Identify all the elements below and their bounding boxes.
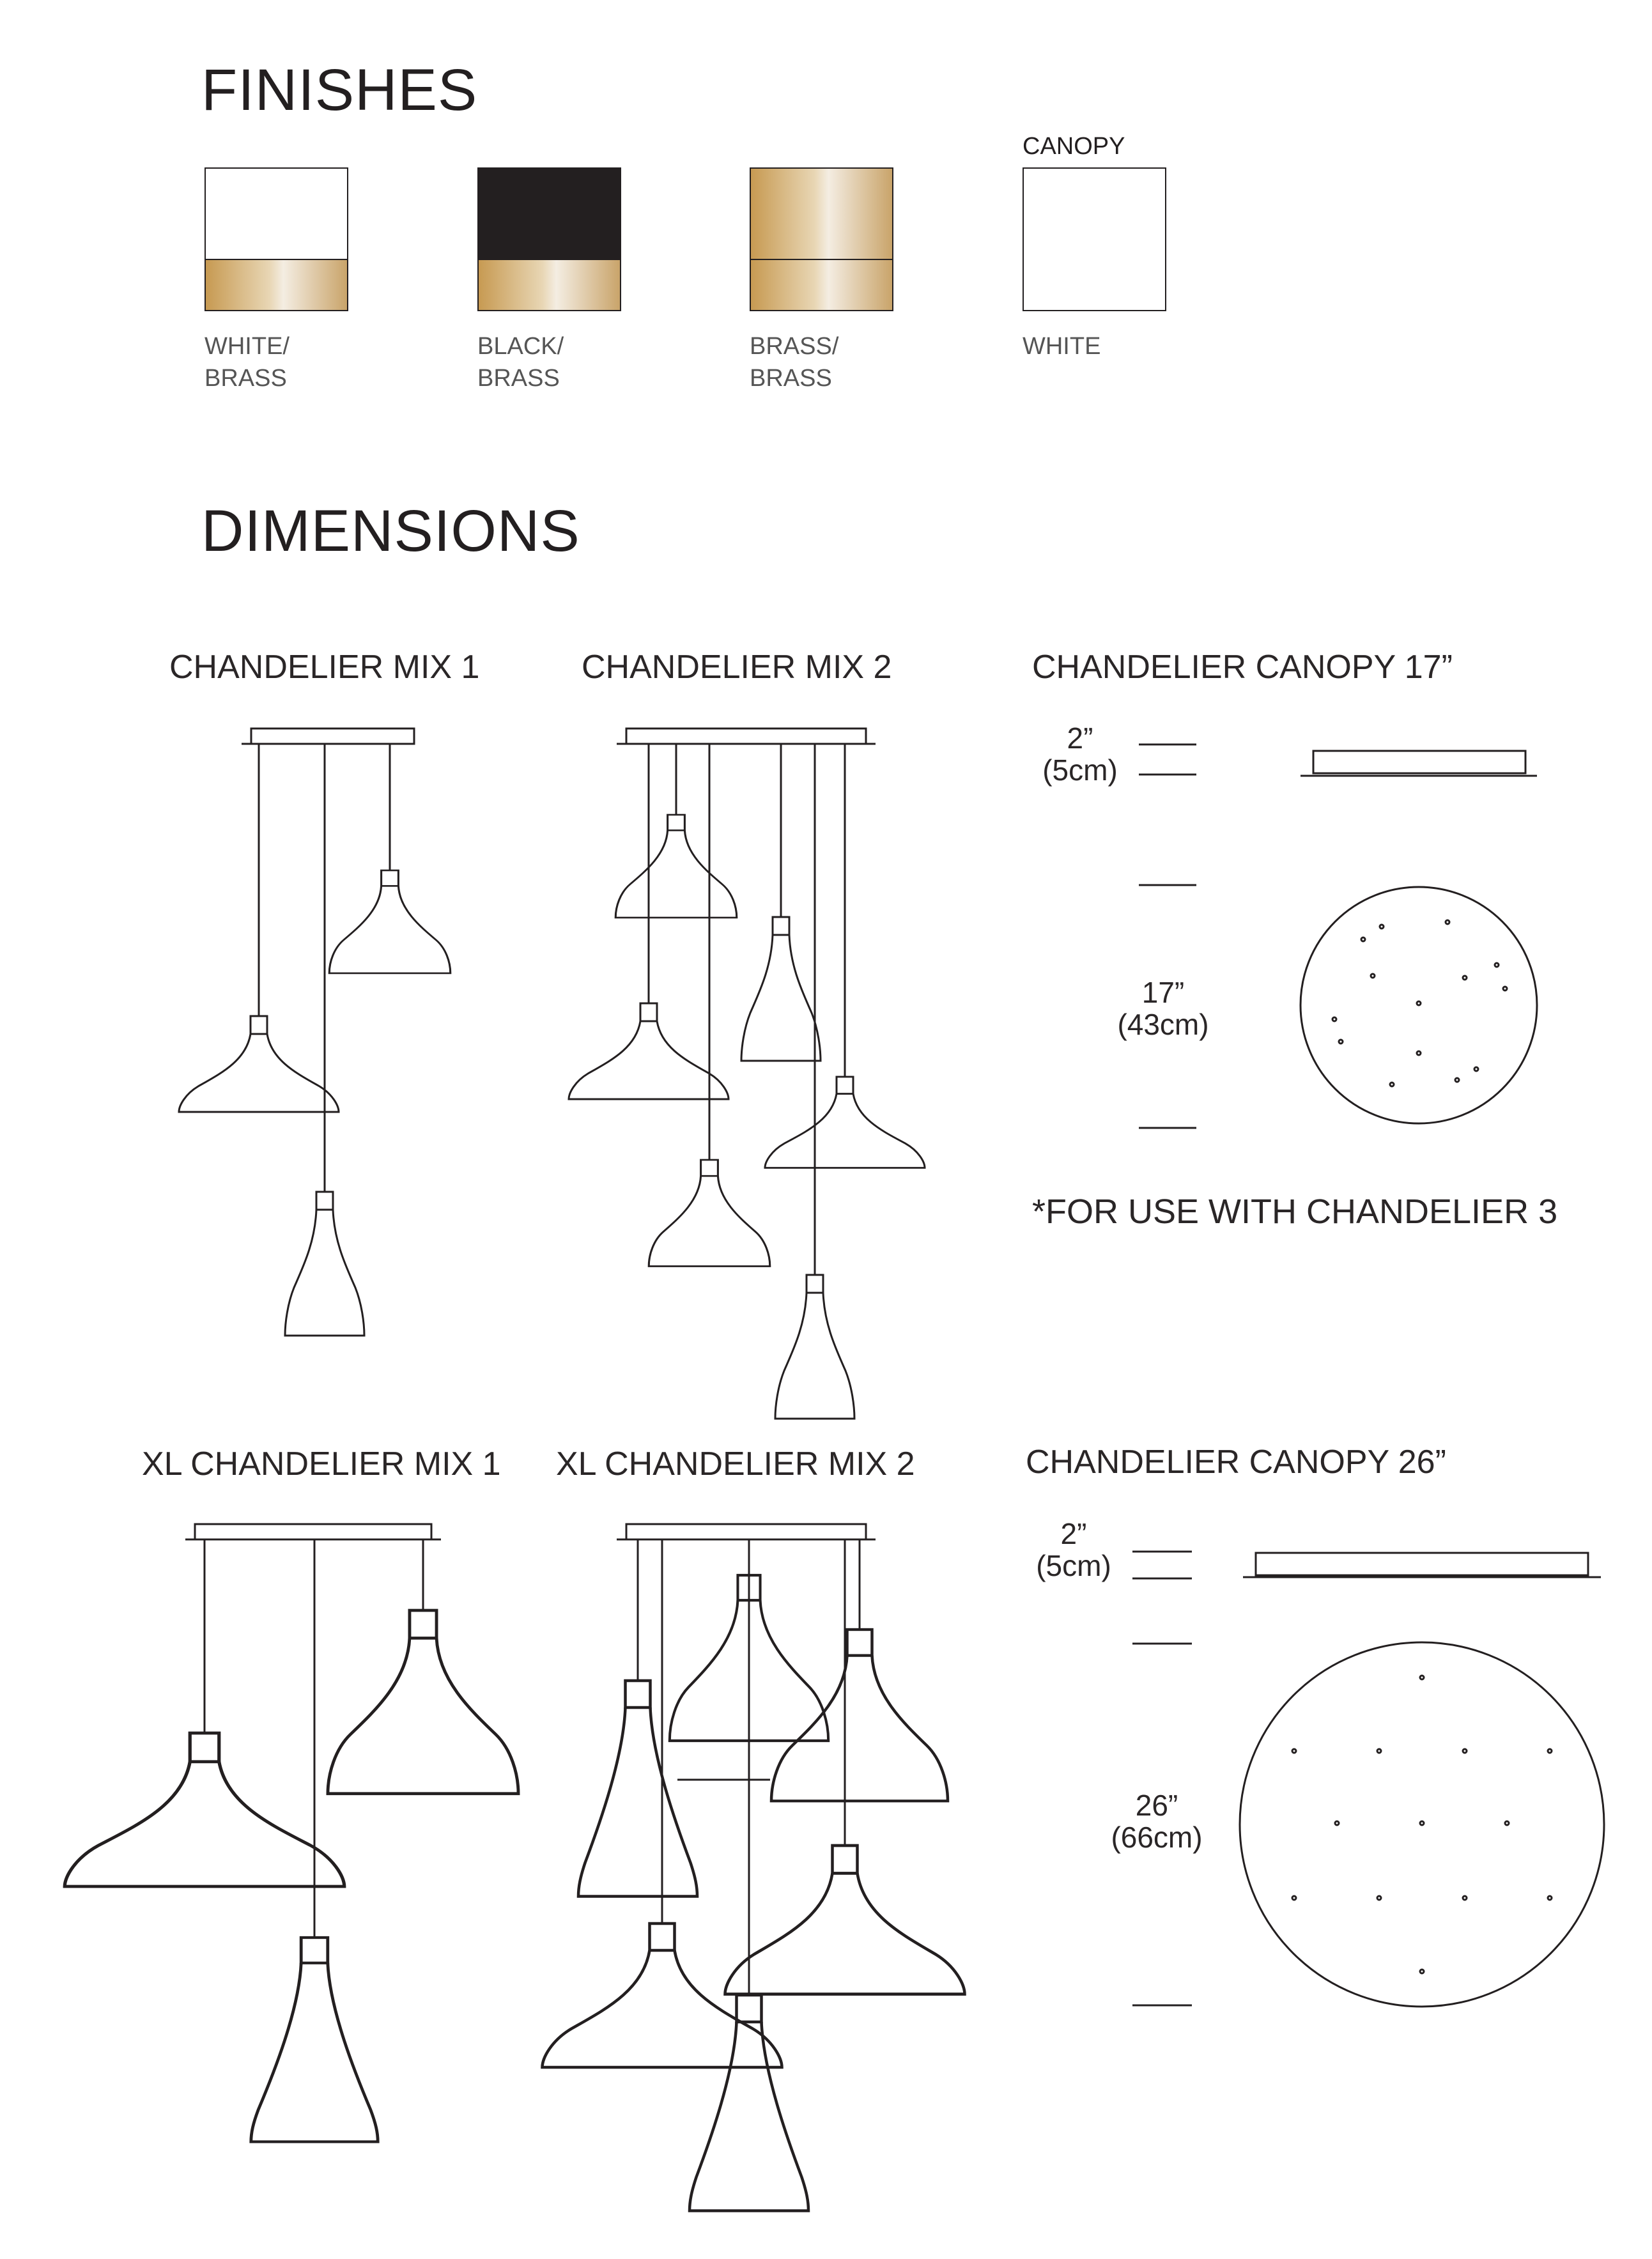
canopy-tag: CANOPY — [1023, 133, 1125, 160]
canopy-17-holes — [1332, 920, 1507, 1086]
finish-label-line2: BRASS — [205, 365, 287, 392]
canopy26-height-in: 2” — [1060, 1517, 1087, 1550]
canopy17-dia-cm: (43cm) — [1117, 1008, 1209, 1041]
canopy-17-drawing — [1139, 744, 1537, 1128]
chandelier-mix-2-drawing — [569, 729, 925, 1419]
finish-label-line1: WHITE — [1023, 333, 1101, 360]
canopy17-dia-in: 17” — [1141, 976, 1185, 1009]
title-chandelier-mix-1: CHANDELIER MIX 1 — [169, 649, 480, 686]
canopy26-dia-cm: (66cm) — [1111, 1821, 1203, 1854]
canopy17-height-cm: (5cm) — [1042, 753, 1118, 787]
canopy-26-holes — [1292, 1676, 1552, 1973]
title-xl-chandelier-mix-1: XL CHANDELIER MIX 1 — [142, 1446, 501, 1483]
finish-label-line2: BRASS — [750, 365, 832, 392]
canopy26-height-cm: (5cm) — [1036, 1549, 1111, 1582]
dimensions-heading: DIMENSIONS — [201, 498, 580, 564]
finish-label-line1: BLACK/ — [477, 333, 564, 360]
canopy17-usage-note: *FOR USE WITH CHANDELIER 3 — [1032, 1192, 1558, 1231]
canopy17-height-in: 2” — [1067, 721, 1093, 755]
finishes-heading: FINISHES — [201, 58, 478, 123]
xl-chandelier-mix-2-drawing — [543, 1524, 965, 2211]
xl-chandelier-mix-1-drawing — [65, 1524, 518, 2142]
title-canopy-17: CHANDELIER CANOPY 17” — [1032, 649, 1453, 686]
finish-label-line2: BRASS — [477, 365, 560, 392]
finish-label-line1: WHITE/ — [205, 333, 289, 360]
title-chandelier-mix-2: CHANDELIER MIX 2 — [582, 649, 892, 686]
chandelier-mix-1-drawing — [179, 729, 451, 1336]
canopy26-dia-in: 26” — [1135, 1789, 1178, 1822]
title-xl-chandelier-mix-2: XL CHANDELIER MIX 2 — [556, 1446, 915, 1483]
canopy-26-drawing — [1132, 1552, 1604, 2007]
title-canopy-26: CHANDELIER CANOPY 26” — [1026, 1444, 1446, 1481]
finish-label-line1: BRASS/ — [750, 333, 839, 360]
